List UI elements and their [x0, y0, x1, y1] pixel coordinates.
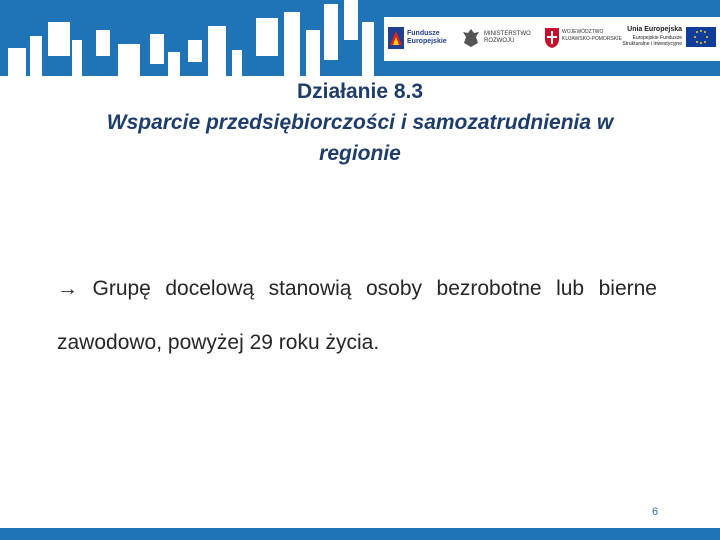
header-decoration	[8, 48, 26, 76]
header-decoration	[96, 30, 110, 56]
eagle-emblem-icon	[462, 27, 480, 49]
slide-subtitle-line2: regionie	[319, 142, 401, 165]
region-logo-line2: KUJAWSKO-POMORSKIE	[562, 36, 622, 42]
header-decoration	[306, 30, 320, 76]
eu-logo-line2: Europejskie Fundusze	[632, 35, 682, 41]
logo-strip	[384, 17, 720, 61]
header-decoration	[30, 36, 42, 76]
header-decoration	[168, 52, 180, 76]
header-decoration	[324, 4, 338, 60]
header-decoration	[362, 22, 374, 76]
slide-title: Działanie 8.3	[296, 80, 424, 103]
header-decoration	[118, 44, 140, 76]
header-decoration	[344, 0, 358, 40]
region-coat-of-arms-icon	[544, 27, 560, 49]
header-decoration	[284, 12, 300, 76]
header-decoration	[188, 40, 202, 62]
ministry-logo-line2: ROZWOJU	[484, 38, 515, 44]
eu-logo-line1: Unia Europejska	[627, 26, 682, 33]
header-band	[0, 0, 720, 76]
header-decoration	[208, 26, 226, 76]
header-decoration	[72, 40, 82, 76]
header-decoration	[256, 18, 278, 56]
body-paragraph: → Grupę docelową stanowią osoby bezrobotne lub bierne zawodowo, powyżej 29 roku życia.	[57, 277, 657, 354]
header-decoration	[48, 22, 70, 56]
fe-logo-line1: Fundusze	[407, 30, 440, 37]
region-logo-line1: WOJEWÓDZTWO	[562, 29, 604, 35]
fe-logo-line2: Europejskie	[407, 38, 447, 45]
header-decoration	[232, 50, 242, 76]
header-decoration	[150, 34, 164, 64]
footer-band	[0, 528, 720, 540]
eu-flag-icon	[686, 27, 716, 47]
slide-subtitle-line1: Wsparcie przedsiębiorczości i samozatrudnienia w	[106, 111, 614, 134]
fundusze-europejskie-logo	[388, 27, 404, 49]
page-number: 6	[651, 506, 659, 518]
ministry-logo-line1: MINISTERSTWO	[484, 31, 531, 37]
eu-logo-line3: Strukturalne i Inwestycyjne	[622, 41, 682, 47]
